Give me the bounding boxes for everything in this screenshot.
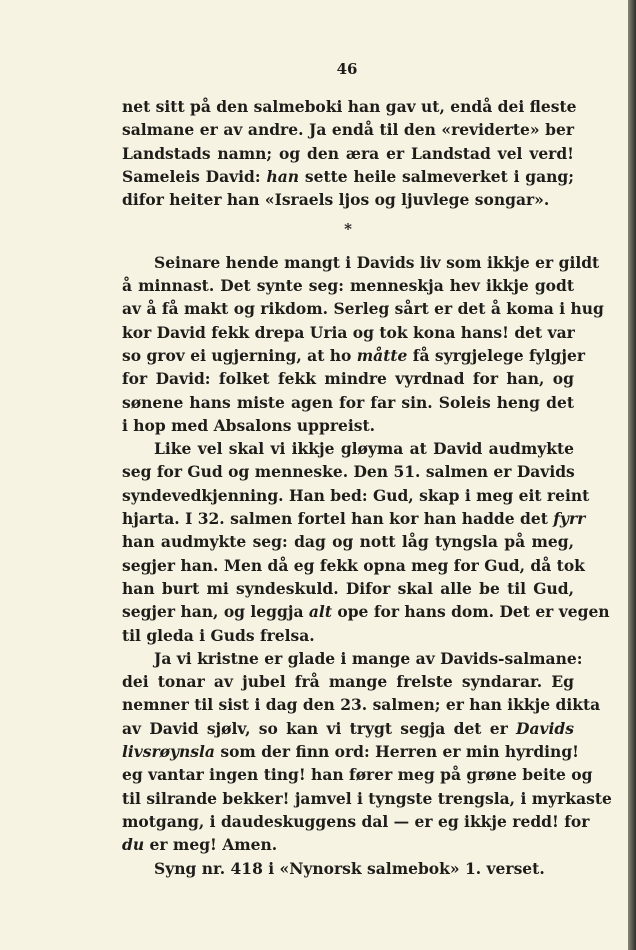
text-run: hjarta. I 32. salmen fortel han kor han hadde det xyxy=(122,509,554,529)
text-line: Landstads namn; og den æra er Landstad vel verd! xyxy=(122,143,574,163)
text-run: av David sjølv, so kan vi trygt segja det er xyxy=(122,718,517,738)
paragraph-3 xyxy=(122,647,612,857)
paragraph-0 xyxy=(122,95,577,211)
text-run: ope for hans dom. Det er vegen xyxy=(331,602,610,622)
page-number: 46 xyxy=(336,60,358,78)
body-text xyxy=(122,95,612,880)
text-line xyxy=(122,600,610,623)
text-line: motgang, i daudeskuggens dal — er eg ikkje redd! for xyxy=(122,811,590,831)
text-line: Seinare hende mangt i Davids liv som ikkje er gildt xyxy=(154,252,600,272)
text-run: Sameleis David: xyxy=(122,166,267,186)
text-line: kor David fekk drepa Uria og tok kona hans! det var xyxy=(122,322,575,342)
italic-run: Davids xyxy=(516,718,574,738)
paragraph-2 xyxy=(122,437,610,647)
text-line: for David: folket fekk mindre vyrdnad for han, og xyxy=(122,369,574,389)
text-line: segjer han. Men då eg fekk opna meg for Gud, då tok xyxy=(122,555,585,575)
text-line: syndevedkjenning. Han bed: Gud, skap i meg eit reint xyxy=(122,485,590,505)
text-line: eg vantar ingen ting! han fører meg på grøne beite og xyxy=(122,765,593,785)
paragraph-1 xyxy=(122,251,604,437)
italic-run: fyrr xyxy=(553,509,586,529)
text-line: til gleda i Guds frelsa. xyxy=(122,625,315,645)
text-run: so grov ei ugjerning, at ho xyxy=(122,345,357,365)
text-line: seg for Gud og menneske. Den 51. salmen er Davids xyxy=(122,462,575,482)
text-line: salmane er av andre. Ja endå til den «reviderte» ber xyxy=(122,120,574,140)
text-line: difor heiter han «Israels ljos og ljuvlege songar». xyxy=(122,190,550,210)
italic-run: han xyxy=(266,166,300,186)
text-run: segjer han, og leggja xyxy=(122,602,309,622)
italic-run: alt xyxy=(308,602,332,622)
text-line: i hop med Absalons uppreist. xyxy=(122,415,376,435)
text-run: er meg! Amen. xyxy=(144,835,278,855)
text-run: som der finn ord: Herren er min hyrding! xyxy=(214,742,579,762)
section-separator: * xyxy=(344,220,352,239)
paragraph-4 xyxy=(122,857,574,880)
text-line: Ja vi kristne er glade i mange av Davids-salmane: xyxy=(154,648,583,668)
text-line xyxy=(122,833,574,856)
text-line: han audmykte seg: dag og nott låg tyngsla på meg, xyxy=(122,532,574,552)
italic-run: måtte xyxy=(356,345,408,365)
text-line: Like vel skal vi ikkje gløyma at David audmykte xyxy=(154,439,574,459)
text-line: sønene hans miste agen for far sin. Soleis heng det xyxy=(122,392,574,412)
text-run: få syrgjelege fylgjer xyxy=(407,345,585,365)
text-line: dei tonar av jubel frå mange frelste syndarar. Eg xyxy=(122,672,574,692)
text-line: Syng nr. 418 i «Nynorsk salmebok» 1. verset. xyxy=(154,858,545,878)
text-line: net sitt på den salmeboki han gav ut, endå dei fleste xyxy=(122,97,577,116)
text-line: av å få makt og rikdom. Serleg sårt er det å koma i hug xyxy=(122,299,604,319)
text-run: sette heile salmeverket i gang; xyxy=(299,166,574,186)
italic-run: du xyxy=(122,835,145,855)
text-line xyxy=(122,740,579,763)
text-line xyxy=(122,344,585,367)
text-line xyxy=(122,165,574,188)
italic-run: livsrøynsla xyxy=(122,742,215,762)
text-line: han burt mi syndeskuld. Difor skal alle be til Gud, xyxy=(122,578,574,598)
text-line xyxy=(122,507,586,530)
text-line: nemner til sist i dag den 23. salmen; er han ikkje dikta xyxy=(122,695,601,715)
text-line: til silrande bekker! jamvel i tyngste trengsla, i myrkaste xyxy=(122,788,612,808)
page-edge-shadow xyxy=(628,0,636,950)
text-line xyxy=(122,717,574,740)
text-line: å minnast. Det synte seg: menneskja hev ikkje godt xyxy=(122,276,574,296)
